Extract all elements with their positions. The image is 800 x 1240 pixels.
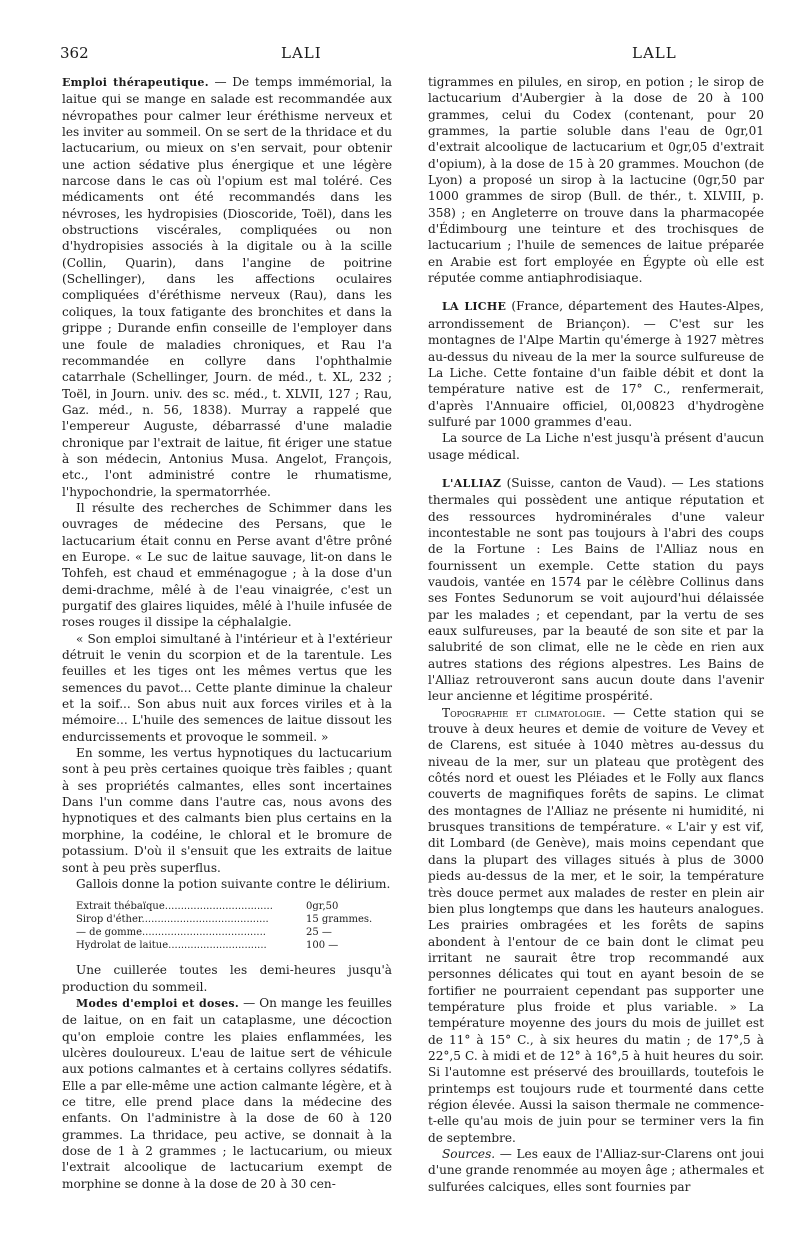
paragraph (62, 74, 392, 500)
section-kicker: Modes d'emploi et doses. (76, 996, 240, 1010)
formula-item: Sirop d'éther........................................ (76, 914, 269, 926)
section-kicker: Emploi thérapeutique. (62, 76, 209, 89)
formula-item: — de gomme....................................... (76, 927, 266, 939)
paragraph: Une cuillerée toutes les demi-heures jusqu'à production du sommeil. (62, 963, 392, 994)
paragraph: tigrammes en pilules, en sirop, en potion ; le sirop de lactucarium d'Aubergier à la dose de 20 à 100 grammes, celui du Codex (contenant, pour 20 grammes, la partie soluble dans l'eau de 0gr,01 d'extrait alcoolique de lactucarium et 0gr,05 d'extrait d'opium), à la dose de 15 à 20 grammes. Mouchon (de Lyon) a proposé un sirop à la lactucine (0gr,50 par 1000 grammes de sirop (Bull. de thér., t. XLVIII, p. 358) ; en Angleterre on trouve dans la pharmacopée d'Édimbourg une teinture et des trochisques de lactucarium ; l'huile de semences de laitue préparée en Arabie est fort employée en Égypte où elle est réputée comme antiaphrodisiaque. (428, 75, 764, 286)
paragraph: Gallois donne la potion suivante contre le délirium. (76, 876, 391, 891)
running-head-left: LALI (281, 44, 322, 62)
formula-row (76, 900, 376, 913)
paragraph (428, 298, 764, 430)
entry-heading: LA LICHE (442, 300, 507, 314)
paragraph-text: (France, département des Hautes-Alpes, arrondissement de Briançon). — C'est sur les montagnes de l'Alpe Martin qu'émerge à 1927 mètres au-dessus du niveau de la mer la source sulfureuse de La Liche. Cette fontaine d'un faible débit et dont la température native est de 17° C., renfermerait, d'après l'Annuaire officiel, 0l,00823 d'hydrogène sulfuré par 1000 grammes d'eau. (428, 299, 764, 429)
entry-heading: L'ALLIAZ (442, 476, 502, 490)
formula-qty: 25 — (306, 927, 332, 939)
formula-qty: 100 — (306, 940, 339, 952)
formula-item: Hydrolat de laitue............................... (76, 940, 267, 952)
paragraph-text: (Suisse, canton de Vaud). — Les stations thermales qui possèdent une antique réputation et des ressources hydrominérales d'une valeur incontestable ne sont pas toujours à l'abri des coups de la Fortune : Les Bains de l'Alliaz nous en fournissent un exemple. Cette station du pays vaudois, vantée en 1574 par le célèbre Collinus dans ses Fontes Sedunorum se voit aujourd'hui délaissée par les malades ; et cependant, par la vertu de ses eaux sulfureuses, par la beauté de son site et par la salubrité de son climat, elle ne le cède en rien aux autres stations des régions alpestres. Les Bains de l'Alliaz retrouveront sans aucun doute dans l'avenir leur ancienne et légitime prospérité. (428, 475, 764, 704)
paragraph: En somme, les vertus hypnotiques du lactucarium sont à peu près certaines quoique très faibles ; quant à ses propriétés calmantes, elles sont incertaines Dans l'un comme dans l'autre cas, nous avons des hypnotiques et des calmants bien plus certains en la morphine, la codéine, le chloral et le bromure de potassium. D'où il s'ensuit que les extraits de laitue sont à peu près superflus. (62, 746, 392, 875)
page-header (52, 44, 758, 68)
paragraph (428, 705, 764, 1146)
subsection-heading: Topographie et climatologie. (442, 705, 606, 720)
paragraph-text: — On mange les feuilles de laitue, on en fait un cataplasme, une décoction qu'on emploie contre les plaies enflammées, les ulcères douloureux. L'eau de laitue sert de véhicule aux potions calmantes et à certains collyres sédatifs. Elle a par elle-même une action calmante légère, et à ce titre, elle prend place dans la médecine des enfants. On l'administre à la dose de 60 à 120 grammes. La thridace, peu active, se donnait à la dose de 1 à 2 grammes ; le lactucarium, ou mieux l'extrait alcoolique de lactucarium exempt de morphine se donne à la dose de 20 à 30 cen- (62, 995, 392, 1191)
right-column (428, 74, 764, 1195)
running-head-right: LALL (632, 44, 677, 62)
page-number: 362 (60, 44, 89, 62)
formula-qty: 15 grammes. (306, 914, 373, 926)
left-column (62, 74, 392, 1192)
formula-table (76, 900, 376, 952)
paragraph-text: — Cette station qui se trouve à deux heures et demie de voiture de Vevey et de Clarens, est située à 1040 mètres au-dessus du niveau de la mer, sur un plateau que protègent des côtés nord et ouest les Pléiades et le Folly aux flancs couverts de magnifiques forêts de sapins. Le climat des montagnes de l'Alliaz ne présente ni humidité, ni brusques transitions de température. « L'air y est vif, dit Lombard (de Genève), mais moins cependant que dans la plupart des villages situés à plus de 3000 pieds au-dessus de la mer, et le soir, la température très douce permet aux malades de rester en plein air bien plus longtemps que dans les hauteurs analogues. Les prairies ombragées et les forêts de sapins abondent à l'entour de ce bain dont le climat peu irritant ne saurait être trop recommandé aux personnes délicates qui tout en ayant besoin de se fortifier ne pourraient cependant pas supporter une température plus froide et plus variable. » La température moyenne des jours du mois de juillet est de 11° à 15° C., à six heures du matin ; de 17°,5 à 22°,5 C. à midi et de 12° à 16°,5 à huit heures du soir. Si l'automne est préservé des brouillards, toutefois le printemps est toujours rude et tourmenté dans cette région élevée. Aussi la saison thermale ne commence-t-elle qu'au mois de juin pour se terminer vers la fin de septembre. (428, 705, 764, 1145)
paragraph-text: — De temps immémorial, la laitue qui se mange en salade est recommandée aux névropathes pour calmer leur éréthisme nerveux et les inviter au sommeil. On se sert de la thridace et du lactucarium, ou mieux on s'en servait, pour obtenir une action sédative plus énergique et une légère narcose dans le cas où l'opium est mal toléré. Ces médicaments ont été recommandés dans les névroses, les hydropisies (Dioscoride, Toël), dans les obstructions viscérales, compliquées ou non d'hydropisies associés à la digitale ou à la scille (Collin, Quarin), dans l'angine de poitrine (Schellinger), dans les affections oculaires compliquées d'éréthisme nerveux (Rau), dans les coliques, la toux fatigante des bronchites et dans la grippe ; Durande enfin conseille de l'employer dans une foule de maladies chroniques, et Rau l'a recommandée en collyre dans l'ophthalmie catarrhale (Schellinger, Journ. de méd., t. XL, 232 ; Toël, in Journ. univ. des sc. méd., t. XLVII, 127 ; Rau, Gaz. méd., n. 56, 1838). Murray a rappelé que l'empereur Auguste, débarrassé d'une maladie chronique par l'extrait de laitue, fit ériger une statue à son médecin, Antonius Musa. Angelot, François, etc., l'ont administré contre le rhumatisme, l'hypochondrie, la spermatorrhée. (62, 75, 392, 499)
formula-row (76, 913, 376, 926)
subsection-heading: Sources. (442, 1147, 496, 1161)
formula-row (76, 926, 376, 939)
paragraph: La source de La Liche n'est jusqu'à présent d'aucun usage médical. (428, 431, 764, 462)
formula-row (76, 939, 376, 952)
paragraph (428, 1146, 764, 1195)
paragraph (428, 475, 764, 705)
paragraph: « Son emploi simultané à l'intérieur et à l'extérieur détruit le venin du scorpion et de la tarentule. Les feuilles et les tiges ont les mêmes vertus que les semences du pavot... Cette plante diminue la chaleur et la soif... Son abus nuit aux forces viriles et à la mémoire... L'huile des semences de laitue dissout les endurcissements et provoque le sommeil. » (62, 631, 392, 744)
formula-qty: 0gr,50 (306, 901, 339, 913)
formula-item: Extrait thébaïque.................................. (76, 901, 273, 913)
paragraph: Il résulte des recherches de Schimmer dans les ouvrages de médecine des Persans, que le lactucarium était connu en Perse avant d'être prôné en Europe. « Le suc de laitue sauvage, lit-on dans le Tohfeh, est chaud et emménagogue ; à la dose d'un demi-drachme, mêlé à de l'eau vinaigrée, c'est un purgatif des glaires liquides, mêlé à l'huile infusée de roses rouges il dissipe la céphalalgie. (62, 500, 392, 630)
paragraph-text: — Les eaux de l'Alliaz-sur-Clarens ont joui d'une grande renommée au moyen âge ; athermales et sulfurées calciques, elles sont fournies par (428, 1147, 764, 1194)
paragraph (62, 995, 392, 1192)
